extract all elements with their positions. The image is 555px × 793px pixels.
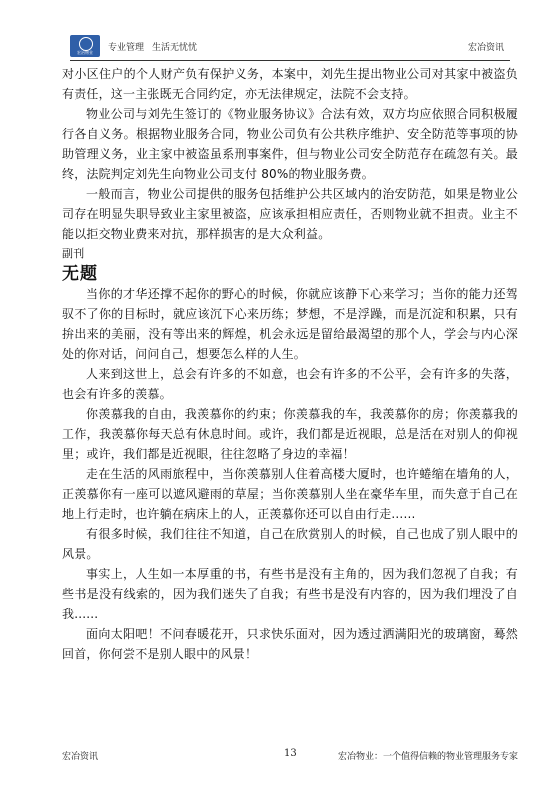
footer-tagline: 宏冶物业：一个值得信赖的物业管理服务专家 <box>337 752 518 762</box>
paragraph: 面向太阳吧！不问春暖花开，只求快乐面对，因为透过洒满阳光的玻璃窗，蓦然回首，你何尝不是别人眼中的风景！ <box>62 627 518 661</box>
header-slogan-1: 专业管理 <box>108 43 145 53</box>
section-label: 副刊 <box>62 247 85 260</box>
paragraph: 当你的才华还撑不起你的野心的时候，你就应该静下心来学习；当你的能力还驾驭不了你的目标时，就应该沉下心来历练；梦想，不是浮躁，而是沉淀和积累，只有拚出来的美丽，没有等出来的辉煌，机会永远是留给最渴望的那个人，学会与内心深处的你对话，问问自己，想要怎么样的人生。 <box>62 287 518 361</box>
header-divider <box>70 60 510 61</box>
article-title: 无题 <box>62 264 98 284</box>
paragraph: 对小区住户的个人财产负有保护义务，本案中，刘先生提出物业公司对其家中被盗负有责任，这一主张既无合同约定，亦无法律规定，法院不会支持。 <box>62 67 518 101</box>
page-header <box>70 35 510 59</box>
company-logo <box>70 35 100 57</box>
paragraph: 走在生活的风雨旅程中，当你羡慕别人住着高楼大厦时，也许蜷缩在墙角的人，正羡慕你有一座可以遮风避雨的草屋；当你羡慕别人坐在豪华车里，而失意于自己在地上行走时，也许躺在病床上的人，正羡慕你还可以自由行走...... <box>62 467 518 521</box>
logo-emblem-icon <box>79 37 93 51</box>
header-brand: 宏冶资讯 <box>467 43 504 53</box>
page-number: 13 <box>284 748 297 759</box>
paragraph: 一般而言，物业公司提供的服务包括维护公共区域内的治安防范，如果是物业公司存在明显失职导致业主家里被盗，应该承担相应责任，否则物业就不担责。业主不能以拒交物业费来对抗，那样损害的是大众利益。 <box>62 187 518 241</box>
paragraph: 你羡慕我的自由，我羡慕你的约束；你羡慕我的车，我羡慕你的房；你羡慕我的工作，我羡慕你每天总有休息时间。或许，我们都是近视眼，总是活在对别人的仰视里；或许，我们都是近视眼，往往忽略了身边的幸福！ <box>62 407 518 461</box>
paragraph: 事实上，人生如一本厚重的书，有些书是没有主角的，因为我们忽视了自我；有些书是没有线索的，因为我们迷失了自我；有些书是没有内容的，因为我们埋没了自我...... <box>62 567 518 621</box>
page-footer <box>62 749 518 763</box>
page-body <box>62 64 518 664</box>
logo-text: 宏冶物业 <box>77 50 93 55</box>
paragraph: 人来到这世上，总会有许多的不如意，也会有许多的不公平，会有许多的失落，也会有许多的羡慕。 <box>62 367 518 401</box>
paragraph: 物业公司与刘先生签订的《物业服务协议》合法有效，双方均应依照合同积极履行各自义务。根据物业服务合同，物业公司负有公共秩序维护、安全防范等事项的协助管理义务，业主家中被盗虽系刑事案件，但与物业公司安全防范存在疏忽有关。最终，法院判定刘先生向物业公司支付 80%的物业服务费。 <box>62 107 518 181</box>
footer-brand: 宏冶资讯 <box>62 752 99 762</box>
paragraph: 有很多时候，我们往往不知道，自己在欣赏别人的时候，自己也成了别人眼中的风景。 <box>62 527 518 561</box>
header-slogan-2: 生活无忧忧 <box>152 43 198 53</box>
